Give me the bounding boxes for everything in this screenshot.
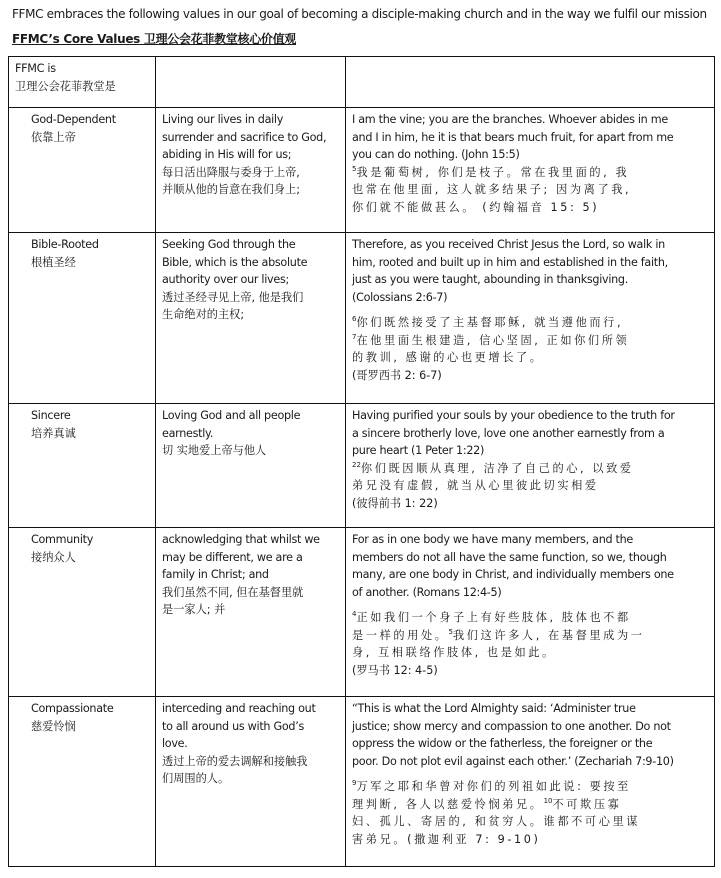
verse-reference-zh	[352, 367, 709, 385]
verse-number: 7	[352, 332, 357, 341]
description-zh-line: 我们虽然不同, 但在基督里就	[162, 585, 304, 599]
description-en-line: authority over our lives;	[162, 273, 289, 286]
core-values-table	[8, 56, 715, 867]
header-cell-ffmc-is	[9, 57, 156, 108]
verse-zh-text: 我是葡萄树, 你们是枝子。常在我里面的, 我	[356, 165, 630, 179]
scripture-cell	[346, 697, 715, 867]
scripture-cell	[346, 108, 715, 233]
verse-zh-line	[352, 831, 709, 849]
verse-zh-text: 我们这许多人, 在基督里成为一	[452, 628, 645, 642]
table-row	[9, 528, 715, 697]
verse-zh-line	[352, 460, 709, 478]
description-en-line: Bible, which is the absolute	[162, 255, 308, 269]
description-zh-line: 们周围的人。	[162, 772, 230, 785]
value-name-en: Sincere	[31, 409, 71, 422]
value-description-cell	[156, 233, 346, 404]
verse-number: 6	[352, 315, 357, 323]
verse-zh-text: 害弟兄。(撒迦利亚 7: 9-10)	[352, 832, 541, 846]
verse-en-line: many, are one body in Christ, and individually members one	[352, 568, 674, 581]
value-name-en: Bible-Rooted	[31, 238, 99, 251]
verse-zh-text: 理判断, 各人以慈爱怜悯弟兄。	[352, 797, 544, 811]
description-zh-line: 透过上帝的爱去调解和接触我	[162, 754, 308, 768]
paragraph-gap	[352, 601, 709, 609]
verse-zh-line	[352, 796, 709, 814]
scripture-cell	[346, 528, 715, 697]
value-name-en: God-Dependent	[31, 113, 116, 126]
verse-en-line: members do not all have the same function, so we, though	[352, 550, 667, 564]
description-en-line: Loving God and all people	[162, 409, 301, 422]
verse-reference-zh	[352, 662, 709, 680]
verse-number: 5	[352, 164, 357, 173]
verse-en-line: just as you were taught, abounding in thanksgiving.	[352, 273, 628, 286]
verse-zh-text: 妇、孤儿、寄居的, 和贫穷人。谁都不可心里谋	[352, 815, 641, 828]
verse-zh-text: (罗马书 12: 4-5)	[352, 663, 438, 677]
verse-zh-text: 的教训, 感谢的心也更增长了。	[352, 351, 544, 364]
description-zh-line: 切 实地爱上帝与他人	[162, 444, 267, 457]
verse-en-line: oppress the widow or the fatherless, the foreigner or the	[352, 737, 653, 750]
verse-zh-text: 你们既然接受了主基督耶稣, 就当遵他而行,	[356, 316, 624, 329]
verse-zh-line	[352, 349, 709, 367]
verse-en-line: For as in one body we have many members, and the	[352, 533, 634, 546]
verse-zh-text: (彼得前书 1: 22)	[352, 496, 438, 510]
verse-zh-text: 是一样的用处。	[352, 628, 449, 642]
paragraph-gap	[352, 306, 709, 314]
scripture-cell	[346, 404, 715, 528]
value-name-zh: 培养真诚	[31, 426, 76, 440]
value-name-cell	[9, 528, 156, 697]
core-values-heading: FFMC’s Core Values 卫理公会花菲教堂核心价值观	[12, 32, 296, 46]
verse-zh-line	[352, 181, 709, 199]
description-en-line: to all around us with God’s	[162, 719, 304, 733]
verse-zh-text: 弟兄没有虚假, 就当从心里彼此切实相爱	[352, 479, 599, 492]
verse-number: 5	[448, 627, 453, 636]
verse-zh-line	[352, 477, 709, 495]
table-row	[9, 404, 715, 528]
verse-zh-text: 你们既因顺从真理, 洁净了自己的心, 以致爱	[360, 461, 634, 475]
verse-en-line: pure heart (1 Peter 1:22)	[352, 444, 485, 457]
verse-zh-text: 也常在他里面, 这人就多结果子; 因为离了我,	[352, 183, 632, 196]
verse-zh-text: 身, 互相联络作肢体, 也是如此。	[352, 646, 556, 659]
value-name-cell	[9, 108, 156, 233]
verse-en-line: and I in him, he it is that bears much fruit, for apart from me	[352, 130, 674, 144]
header-cell-description	[156, 57, 346, 108]
description-zh-line: 透过圣经寻见上帝, 他是我们	[162, 290, 304, 304]
description-zh-line: 生命绝对的主权;	[162, 308, 245, 321]
verse-number: 4	[352, 610, 357, 618]
description-en-line: earnestly.	[162, 426, 214, 440]
value-name-cell	[9, 233, 156, 404]
verse-number: 22	[352, 460, 361, 469]
verse-zh-line	[352, 199, 709, 217]
description-zh-line: 是一家人; 并	[162, 603, 226, 616]
verse-zh-line	[352, 778, 709, 796]
verse-number: 9	[352, 779, 357, 787]
header-cell-scripture	[346, 57, 715, 108]
verse-zh-text: 在他里面生根建造, 信心坚固, 正如你们所领	[356, 333, 630, 347]
verse-en-line: of another. (Romans 12:4-5)	[352, 585, 502, 599]
description-en-line: Living our lives in daily	[162, 113, 284, 126]
value-description-cell	[156, 108, 346, 233]
description-en-line: interceding and reaching out	[162, 702, 316, 715]
description-en-line: abiding in His will for us;	[162, 148, 292, 161]
verse-en-line: you can do nothing. (John 15:5)	[352, 148, 520, 161]
description-en-line: acknowledging that whilst we	[162, 533, 320, 546]
verse-zh-text: 你们就不能做甚么。 (约翰福音 15: 5)	[352, 200, 600, 214]
verse-en-line: poor. Do not plot evil against each other.’ (Zechariah 7:9-10)	[352, 754, 674, 768]
verse-en-line: justice; show mercy and compassion to one another. Do not	[352, 719, 671, 733]
verse-zh-text: 万军之耶和华曾对你们的列祖如此说: 要按至	[356, 780, 631, 793]
value-name-en: Compassionate	[31, 702, 114, 715]
header-label-en: FFMC is	[15, 62, 56, 75]
value-name-zh: 依靠上帝	[31, 130, 76, 144]
verse-zh-line	[352, 332, 709, 350]
verse-en-line: him, rooted and built up in him and established in the faith,	[352, 255, 668, 269]
table-row	[9, 697, 715, 867]
description-en-line: surrender and sacrifice to God,	[162, 130, 327, 144]
header-label-zh: 卫理公会花菲教堂是	[15, 79, 116, 93]
verse-zh-line	[352, 644, 709, 662]
value-name-cell	[9, 697, 156, 867]
value-description-cell	[156, 404, 346, 528]
value-description-cell	[156, 697, 346, 867]
table-header-row	[9, 57, 715, 108]
verse-en-line: “This is what the Lord Almighty said: ‘Administer true	[352, 702, 636, 715]
description-en-line: Seeking God through the	[162, 238, 296, 251]
value-name-en: Community	[31, 533, 94, 546]
verse-reference-zh	[352, 495, 709, 513]
verse-zh-line	[352, 813, 709, 831]
description-en-line: may be different, we are a	[162, 550, 303, 564]
value-name-zh: 根植圣经	[31, 255, 76, 269]
paragraph-gap	[352, 770, 709, 778]
table-row	[9, 233, 715, 404]
value-name-cell	[9, 404, 156, 528]
verse-zh-line	[352, 164, 709, 182]
verse-zh-text: 不可欺压寡	[552, 797, 622, 811]
description-zh-line: 每日活出降服与委身于上帝,	[162, 165, 300, 179]
description-en-line: family in Christ; and	[162, 568, 269, 581]
value-name-zh: 接纳众人	[31, 550, 76, 564]
verse-zh-line	[352, 609, 709, 627]
verse-number: 10	[543, 796, 553, 805]
description-en-line: love.	[162, 737, 188, 750]
intro-text: FFMC embraces the following values in our goal of becoming a disciple-making church and in the way we fulfil our mission	[12, 7, 707, 21]
value-description-cell	[156, 528, 346, 697]
verse-zh-text: 正如我们一个身子上有好些肢体, 肢体也不都	[356, 611, 631, 624]
verse-zh-text: (哥罗西书 2: 6-7)	[352, 368, 442, 382]
table-row	[9, 108, 715, 233]
description-zh-line: 并顺从他的旨意在我们身上;	[162, 183, 301, 196]
verse-zh-line	[352, 627, 709, 645]
verse-en-line: Having purified your souls by your obedience to the truth for	[352, 409, 675, 422]
scripture-cell	[346, 233, 715, 404]
verse-zh-line	[352, 314, 709, 332]
value-name-zh: 慈爱怜悯	[31, 719, 76, 733]
verse-en-line: a sincere brotherly love, love one another earnestly from a	[352, 426, 665, 440]
verse-en-line: Therefore, as you received Christ Jesus the Lord, so walk in	[352, 238, 665, 251]
verse-en-line: (Colossians 2:6-7)	[352, 290, 448, 304]
verse-en-line: I am the vine; you are the branches. Whoever abides in me	[352, 113, 668, 126]
